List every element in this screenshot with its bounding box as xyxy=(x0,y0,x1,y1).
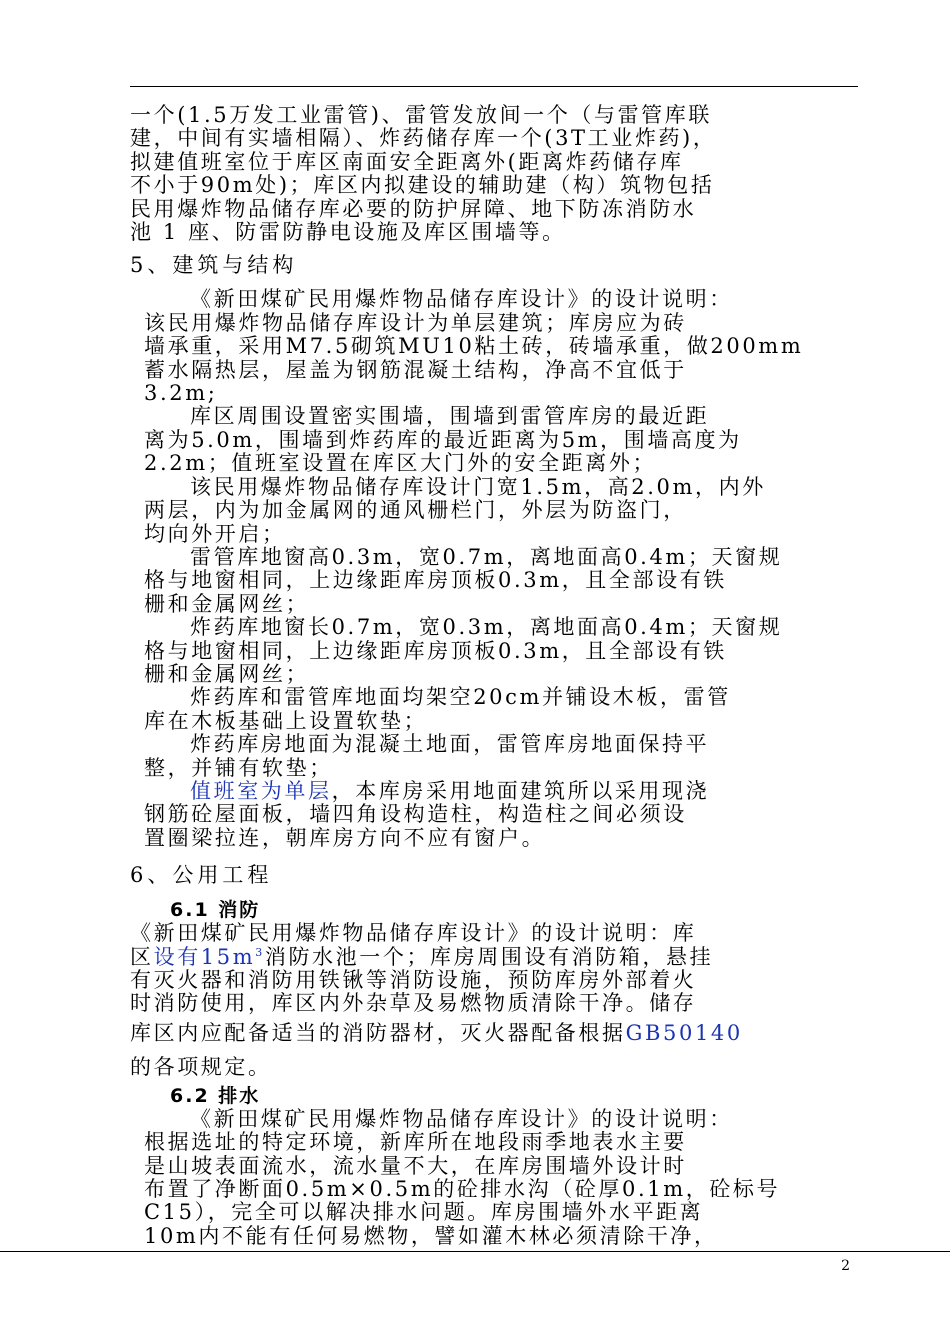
text-line: 置圈梁拉连，朝库房方向不应有窗户。 xyxy=(144,826,546,850)
subsection-6-1-heading: 6.1 消防 xyxy=(170,899,261,922)
text-line xyxy=(130,1016,858,1050)
text-line: 该民用爆炸物品储存库设计为单层建筑；库房应为砖 xyxy=(144,311,687,335)
text-line: 墙承重，采用M7.5砌筑MU10粘土砖，砖墙承重，做200mm xyxy=(144,335,804,359)
text-line: 雷管库地窗高0.3m，宽0.7m，离地面高0.4m；天窗规 xyxy=(190,545,783,569)
section-5-paragraph-6 xyxy=(130,686,858,733)
highlighted-text: 值班室为单层 xyxy=(190,779,332,803)
superscript: 3 xyxy=(255,945,265,959)
text-line: 建，中间有实墙相隔）、炸药储存库一个(3T工业炸药)， xyxy=(130,127,717,151)
section-5-paragraph-3 xyxy=(130,476,858,546)
text-line: 格与地窗相同，上边缘距库房顶板0.3m，且全部设有铁 xyxy=(144,639,727,663)
text-line xyxy=(130,780,858,803)
header-rule xyxy=(130,86,858,87)
text-line: C15），完全可以解决排水问题。库房围墙外水平距离 xyxy=(144,1201,704,1225)
standard-reference: GB50140 xyxy=(625,1020,743,1045)
text-line: 炸药库和雷管库地面均架空20cm并铺设木板，雷管 xyxy=(190,686,731,710)
text-line: 炸药库房地面为混凝土地面，雷管库房地面保持平 xyxy=(190,733,710,757)
text-line: 时消防使用，库区内外杂草及易燃物质清除干净。储存 xyxy=(130,992,697,1016)
text-line: 栅和金属网丝； xyxy=(144,662,310,686)
section-5-paragraph-5 xyxy=(130,616,858,686)
text-line: 均向外开启； xyxy=(144,522,286,546)
intro-paragraph xyxy=(130,104,858,244)
section-6-heading: 6、公用工程 xyxy=(130,863,273,888)
text-line: 库区周围设置密实围墙，围墙到雷管库房的最近距 xyxy=(190,405,710,429)
text-line: 不小于90m处)；库区内拟建设的辅助建（构）筑物包括 xyxy=(130,174,715,198)
text-line: 是山坡表面流水，流水量不大，在库房围墙外设计时 xyxy=(144,1154,687,1178)
highlighted-text xyxy=(154,946,265,969)
page-number: 2 xyxy=(841,1258,850,1274)
text-span: 区 xyxy=(130,945,154,969)
text-line: 《新田煤矿民用爆炸物品储存库设计》的设计说明： xyxy=(190,1107,733,1131)
section-5-paragraph-7 xyxy=(130,733,858,780)
text-line: 拟建值班室位于库区南面安全距离外(距离炸药储存库 xyxy=(130,150,684,174)
text-line: 库在木板基础上设置软垫； xyxy=(144,709,428,733)
section-5-paragraph-4 xyxy=(130,546,858,616)
subsection-6-1-body xyxy=(130,922,858,1084)
text-line: 10m内不能有任何易燃物，譬如灌木林必须清除干净， xyxy=(144,1224,718,1248)
text-line: 《新田煤矿民用爆炸物品储存库设计》的设计说明： xyxy=(190,288,733,312)
section-5-heading: 5、建筑与结构 xyxy=(130,253,298,278)
text-span: ，本库房采用地面建筑所以采用现浇 xyxy=(331,779,710,803)
text-line: 离为5.0m，围墙到炸药库的最近距离为5m，围墙高度为 xyxy=(144,428,742,452)
text-line: 整，并铺有软垫； xyxy=(144,756,333,780)
document-body xyxy=(130,104,858,1248)
text-span: 设有15m xyxy=(153,945,256,969)
text-line: 根据选址的特定环境，新库所在地段雨季地表水主要 xyxy=(144,1131,687,1155)
subsection-6-2-body xyxy=(130,1108,858,1248)
section-5-paragraph-2 xyxy=(130,405,858,475)
text-line: 蓄水隔热层，屋盖为钢筋混凝土结构，净高不宜低于 xyxy=(144,358,687,382)
text-line: 炸药库地窗长0.7m，宽0.3m，离地面高0.4m；天窗规 xyxy=(190,616,783,640)
text-line: 布置了净断面0.5m×0.5m的砼排水沟（砼厚0.1m，砼标号 xyxy=(144,1178,781,1202)
footer-rule xyxy=(0,1251,950,1252)
text-line: 的各项规定。 xyxy=(130,1054,272,1079)
text-line: 栅和金属网丝； xyxy=(144,592,310,616)
text-span: 库区内应配备适当的消防器材，灭火器配备根据 xyxy=(130,1020,626,1045)
text-line: 3.2m; xyxy=(144,382,218,406)
text-line: 钢筋砼屋面板，墙四角设构造柱，构造柱之间必须设 xyxy=(144,803,687,827)
text-line xyxy=(130,946,858,969)
section-5-paragraph-8 xyxy=(130,780,858,850)
text-line: 两层，内为加金属网的通风栅栏门，外层为防盗门， xyxy=(144,499,687,523)
subsection-6-2-heading: 6.2 排水 xyxy=(170,1084,261,1107)
text-line: 池 1 座、防雷防静电设施及库区围墙等。 xyxy=(130,221,566,245)
text-line: 民用爆炸物品储存库必要的防护屏障、地下防冻消防水 xyxy=(130,197,697,221)
section-5-paragraph-1 xyxy=(130,288,858,405)
text-line: 《新田煤矿民用爆炸物品储存库设计》的设计说明：库 xyxy=(130,922,697,946)
text-line: 该民用爆炸物品储存库设计门宽1.5m，高2.0m，内外 xyxy=(190,475,766,499)
text-line: 格与地窗相同，上边缘距库房顶板0.3m，且全部设有铁 xyxy=(144,569,727,593)
text-span: 消防水池一个；库房周围设有消防箱，悬挂 xyxy=(264,945,714,969)
text-line: 2.2m；值班室设置在库区大门外的安全距离外； xyxy=(144,452,657,476)
text-line: 有灭火器和消防用铁锹等消防设施，预防库房外部着火 xyxy=(130,969,697,992)
text-line: 一个(1.5万发工业雷管)、雷管发放间一个（与雷管库联 xyxy=(130,104,712,127)
